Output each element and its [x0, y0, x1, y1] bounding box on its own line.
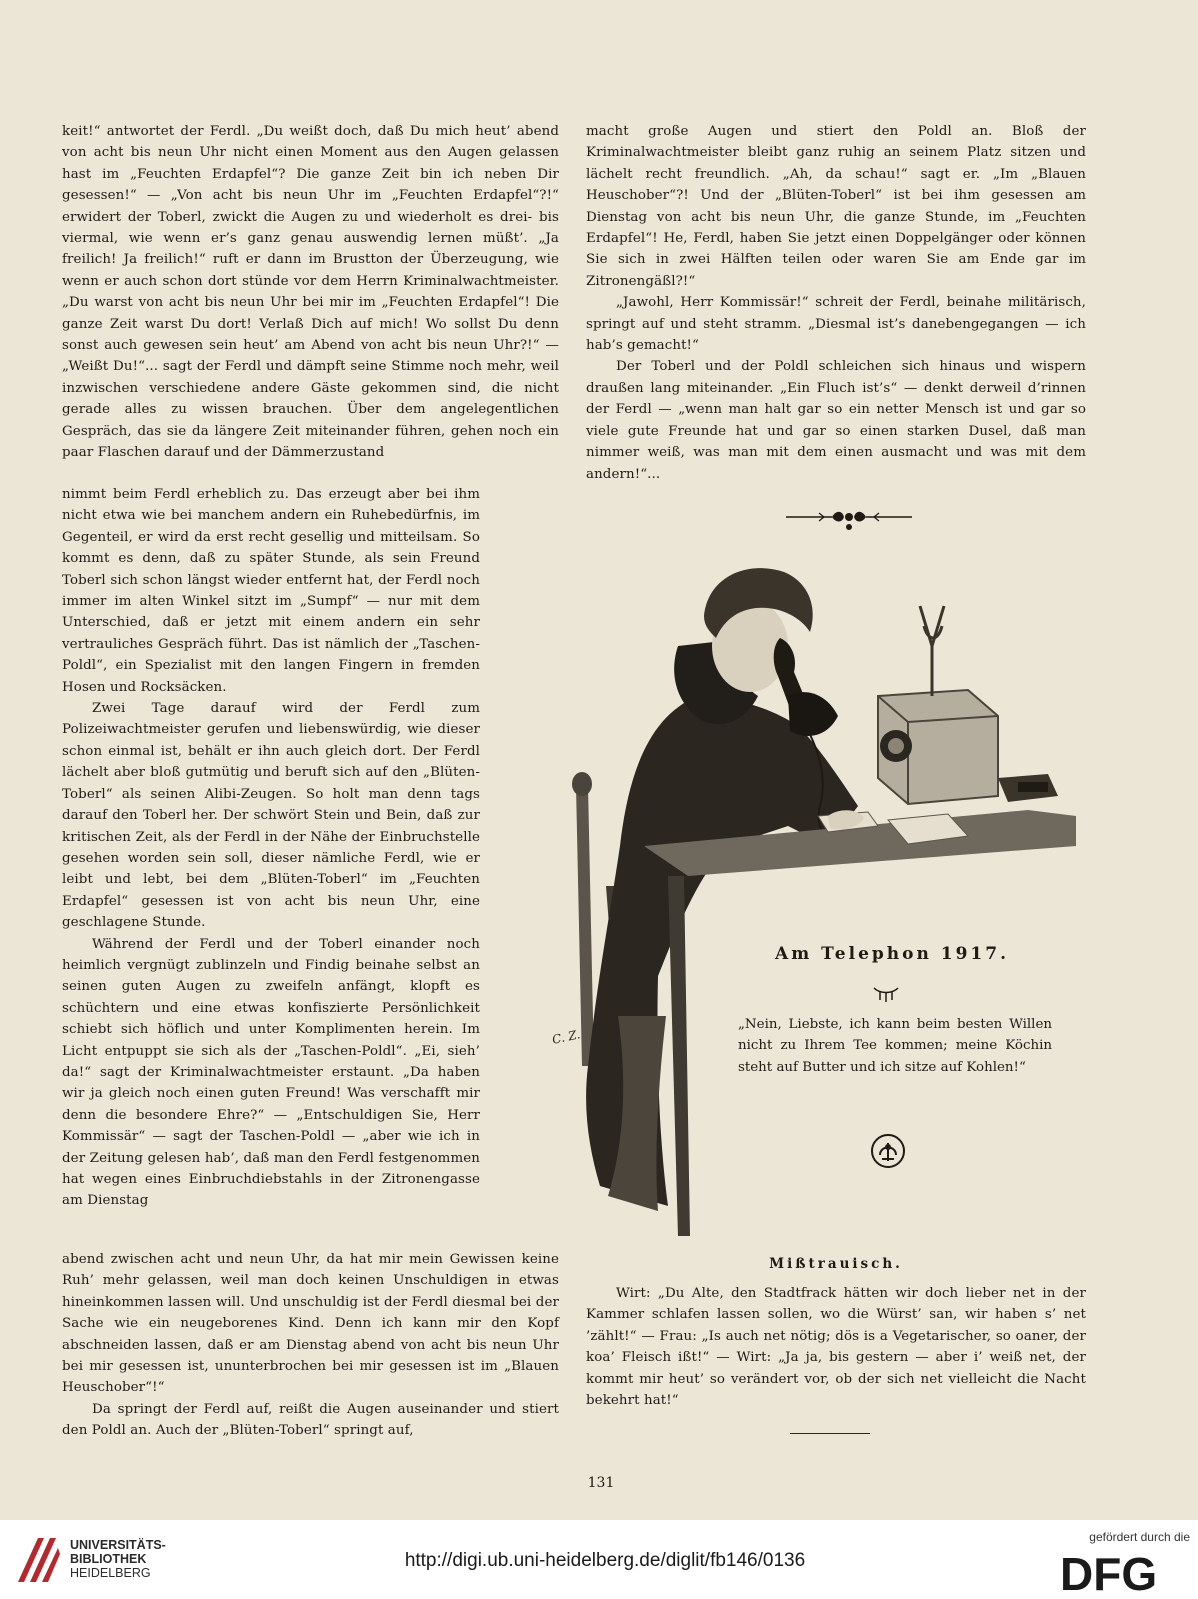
- caption-title: Am Telephon 1917.: [775, 944, 1009, 964]
- paragraph: nimmt beim Ferdl erheblich zu. Das erzeugt aber bei ihm nicht etwa wie bei manchem andern ein Ruhebedürfnis, im Gegenteil, er wird da erst recht gesellig und mitteilsam. So kommt es denn, daß zu später Stunde, als sein Freund Toberl sich schon längst wieder entfernt hat, der Ferdl noch immer im alten Winkel sitzt im „Sumpf“ — nur mit dem Unterschied, daß er jetzt mit einem andern ein sehr vertrauliches Gespräch führt. Das ist nämlich der „Taschen-Poldl“, ein Spezialist mit den langen Fingern in fremden Hosen und Rocksäcken.: [62, 487, 480, 695]
- typewriter-icon: [998, 774, 1058, 802]
- paragraph: Der Toberl und der Poldl schleichen sich hinaus und wispern draußen lang miteinander. „Ein Fluch ist’s“ — denkt derweil d’rinnen der Ferdl — „wenn man halt gar so ein netter Mensch ist und gar so viele gute Freunde hat und gar so einen starken Dusel, daß man nimmer weiß, was man mit dem einen ausmacht und was mit dem andern!“...: [586, 359, 1086, 482]
- caption-text: „Nein, Liebste, ich kann beim besten Willen nicht zu Ihrem Tee kommen; meine Köchin steht auf Butter und ich sitze auf Kohlen!“: [738, 1017, 1052, 1075]
- library-name[interactable]: [70, 1538, 166, 1580]
- dfg-logo-icon[interactable]: [1060, 1550, 1190, 1594]
- left-column-top: [62, 121, 559, 464]
- funded-by-label: gefördert durch die: [1089, 1530, 1190, 1544]
- dfg-logo-text: DFG: [1060, 1550, 1158, 1594]
- telephone-box-icon: [878, 606, 998, 804]
- small-ornament-icon: [872, 984, 900, 1004]
- paragraph: Während der Ferdl und der Toberl einander noch heimlich vergnügt zublinzeln und Findig beinahe selbst an seinen guten Augen zu zweifeln anfängt, klopft es schüchtern und eine etwas konfiszierte Persönlichkeit schiebt sich höflich und unter Komplimenten herein. Im Licht entpuppt sie sich als der „Taschen-Poldl“. „Ei, sieh’ da!“ sagt der Kriminalwachtmeister erstaunt. „Da haben wir ja gleich noch einen guten Freund! Was verschafft mir denn die besondere Ehre?“ — „Entschuldigen Sie, Herr Kommissär“ — sagt der Taschen-Poldl — „aber wie ich in der Zeitung gelesen hab’, daß man den Ferdl festgenommen hat wegen eines Einbruchdiebstahls in der Zitronengasse am Dienstag: [62, 936, 480, 1209]
- document-url-link[interactable]: http://digi.ub.uni-heidelberg.de/diglit/fb146/0136: [404, 1550, 806, 1571]
- joke-text-block: [586, 1283, 1086, 1411]
- end-rule: [790, 1433, 870, 1434]
- fur-cuff: [788, 692, 838, 736]
- right-column-top: [586, 121, 1086, 485]
- left-column-narrow: [62, 484, 480, 1212]
- paragraph: Zwei Tage darauf wird der Ferdl zum Polizeiwachtmeister gerufen und liebenswürdig, wie dieser schon einmal ist, behält er ihn auch gleich dort. Der Ferdl lächelt aber bloß gutmütig und beruft sich auf den „Blüten-Toberl“ als seinen Alibi-Zeugen. So holt man denn tags darauf den Toberl her. Der schwört Stein und Bein, daß zur kritischen Zeit, als der Ferdl in der Nähe der Einbruchstelle gesehen worden sein soll, dieser nämliche Ferdl, wie er leibt und lebt, bei dem „Blüten-Toberl“ im „Feuchten Erdapfel“ gesessen ist von acht bis neun Uhr, eine geschlagene Stunde.: [62, 701, 480, 931]
- joke-text: Wirt: „Du Alte, den Stadtfrack hätten wir doch lieber net in der Kammer schlafen lassen sollen, wo die Würst’ san, wir haben s’ net ’zählt!“ — Frau: „Is auch net nötig; dös is a Vegetarischer, so oaner, der koa’ Fleisch ißt!“ — Wirt: „Ja ja, bis gestern — aber i’ weiß net, der kommt mir heut’ so verändert vor, ob der sich net vielleicht die Nacht bekehrt hat!“: [586, 1286, 1086, 1409]
- paragraph: keit!“ antwortet der Ferdl. „Du weißt doch, daß Du mich heut’ abend von acht bis neun Uhr nicht einen Moment aus den Augen gelassen hast im „Feuchten Erdapfel“? Die ganze Zeit bin ich neben Dir gesessen!“ — „Von acht bis neun Uhr im „Feuchten Erdapfel“?!“ erwidert der Toberl, zwickt die Augen zu und wiederholt es drei- bis viermal, wie wenn er’s ganz genau auswendig lernen müßt’. „Ja freilich! Ja freilich!“ ruft er dann im Brustton der Überzeugung, wie wenn er auch schon dort stünde vor dem Herrn Kriminalwachtmeister. „Du warst von acht bis neun Uhr bei mir im „Feuchten Erdapfel“! Die ganze Zeit warst Du dort! Verlaß Dich auf mich! Wo sollst Du denn sonst auch gewesen sein heut’ am Abend von acht bis neun Uhr?!“ — „Weißt Du!“... sagt der Ferdl und dämpft seine Stimme noch mehr, weil inzwischen verschiedene andere Gäste gekommen sind, die nicht gerade alles zu wissen brauchen. Über dem angelegentlichen Gespräch, das sie da längere Zeit miteinander führen, gehen noch ein paar Flaschen darauf und der Dämmerzustand: [62, 124, 559, 461]
- library-name-line: HEIDELBERG: [70, 1566, 151, 1580]
- viewer-footer: [0, 1520, 1198, 1599]
- paragraph: „Jawohl, Herr Kommissär!“ schreit der Ferdl, beinahe militärisch, springt auf und steht stramm. „Diesmal ist’s danebengegangen — ich hab’s gemacht!“: [586, 295, 1086, 354]
- left-column-bottom: [62, 1249, 559, 1442]
- divider-ornament-icon: [784, 505, 914, 531]
- library-name-line: BIBLIOTHEK: [70, 1552, 147, 1566]
- paragraph: macht große Augen und stiert den Poldl an. Bloß der Kriminalwachtmeister bleibt ganz ruhig an seinem Platz sitzen und lächelt recht freundlich. „Ah, da schau!“ sagt er. „Im „Blauen Heuschober“?! Und der „Blüten-Toberl“ ist bei ihm gesessen am Dienstag von acht bis neun Uhr, die ganze Stunde, im „Feuchten Erdapfel“! He, Ferdl, haben Sie jetzt einen Doppelgänger oder können Sie sich in zwei Hälften teilen oder waren Sie am Ende gar im Zitronengäßl?!“: [586, 124, 1086, 289]
- desk-front: [668, 876, 690, 1236]
- paragraph: abend zwischen acht und neun Uhr, da hat mir mein Gewissen keine Ruh’ mehr gelassen, weil man doch keinen Unschuldigen in etwas hineinkommen lassen will. Und unschuldig ist der Ferdl diesmal bei der Sache wie ein neugeborenes Kind. Denn ich kann mir den Kopf abschneiden lassen, daß er am Dienstag abend von acht bis neun Uhr bei mir gesessen ist, ununterbrochen bei mir gesessen ist im „Blauen Heuschober“!“: [62, 1252, 559, 1396]
- joke-title: Mißtrauisch.: [769, 1256, 903, 1272]
- round-ornament-icon: [870, 1133, 906, 1169]
- library-name-line: UNIVERSITÄTS-: [70, 1538, 166, 1552]
- paragraph: Da springt der Ferdl auf, reißt die Augen auseinander und stiert den Poldl an. Auch der „Blüten-Toberl“ springt auf,: [62, 1401, 559, 1439]
- illustration-signature: C. Z.: [550, 1027, 582, 1047]
- page-number: 131: [587, 1475, 615, 1491]
- telephone-woman-illustration: [528, 546, 1088, 1236]
- university-library-logo-icon[interactable]: [14, 1532, 62, 1588]
